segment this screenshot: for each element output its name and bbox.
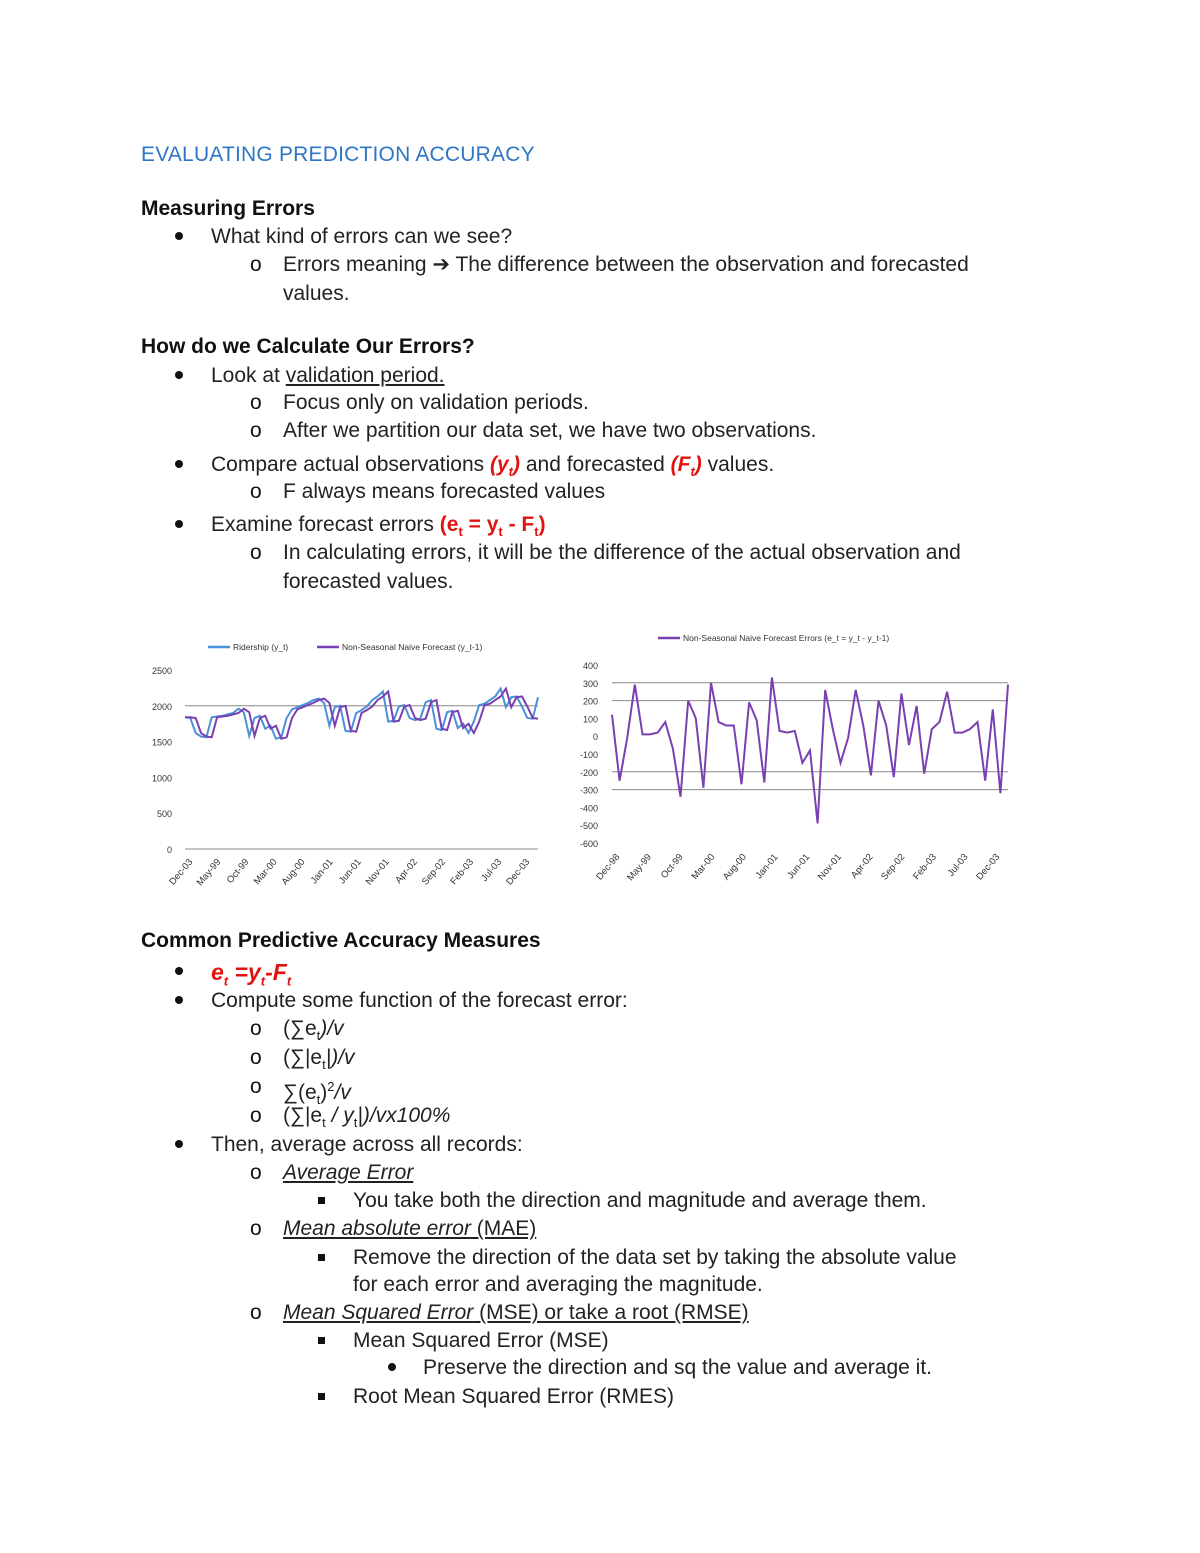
x-tick-label: Oct-99 <box>224 856 252 886</box>
list-item-text: Look at <box>211 364 286 387</box>
x-tick-label: Jul-03 <box>479 856 505 884</box>
list-item-text: values. <box>701 453 775 476</box>
sub-bullet-marker: o <box>250 1161 262 1184</box>
x-tick-label: Dec-03 <box>167 856 196 888</box>
x-tick-label: Dec-03 <box>974 851 1003 883</box>
sub-bullet-marker: o <box>250 1217 262 1240</box>
square-bullet-marker <box>318 1244 325 1272</box>
error-definition: $e_t =y_t-F_t$ <box>211 959 292 989</box>
list-item: Remove the direction of the data set by taking the absolute value <box>353 1246 957 1269</box>
list-item: Root Mean Squared Error (RMES) <box>353 1385 674 1408</box>
x-tick-label: Sep-02 <box>879 851 908 883</box>
list-item: In calculating errors, it will be the difference of the actual observation and <box>283 541 961 564</box>
square-bullet-marker <box>318 1327 325 1355</box>
legend-label: Non-Seasonal Naive Forecast Errors (e_t = y_t - y_t-1) <box>683 633 890 643</box>
y-tick-label: 300 <box>582 678 598 689</box>
y-tick-label: -200 <box>579 767 598 778</box>
list-item: After we partition our data set, we have two observations. <box>283 419 817 442</box>
average-error-term: Average Error <box>283 1161 414 1184</box>
list-item-text: Examine forecast errors <box>211 513 440 536</box>
x-tick-label: Jan-01 <box>308 856 336 887</box>
x-tick-label: Apr-02 <box>393 856 420 886</box>
y-tick-label: -500 <box>579 821 598 832</box>
list-item: Compute some function of the forecast error: <box>211 989 628 1012</box>
sub-bullet-marker: o <box>250 541 262 564</box>
sub-bullet-marker: o <box>250 1017 262 1040</box>
bullet-marker <box>175 958 183 986</box>
x-tick-label: Nov-01 <box>815 851 844 883</box>
validation-period-link: validation period. <box>285 364 445 387</box>
x-tick-label: Aug-00 <box>279 856 308 888</box>
x-tick-label: Mar-00 <box>251 856 280 887</box>
bullet-marker <box>175 451 183 479</box>
list-item: F always means forecasted values <box>283 480 606 503</box>
x-tick-label: Apr-02 <box>848 851 876 881</box>
yt-symbol: $(y_t)$ <box>489 453 521 480</box>
list-item <box>211 362 445 390</box>
y-tick-label: 100 <box>582 714 598 725</box>
x-tick-label: Jun-01 <box>785 851 813 882</box>
list-item: What kind of errors can we see? <box>211 225 513 248</box>
x-tick-label: Aug-00 <box>720 851 749 883</box>
x-tick-label: Feb-03 <box>448 856 477 887</box>
page-title: EVALUATING PREDICTION ACCURACY <box>141 143 535 166</box>
list-item: You take both the direction and magnitude and average them. <box>353 1189 927 1212</box>
mae-term: Mean absolute error (MAE) <box>283 1217 537 1240</box>
bullet-marker <box>175 511 183 539</box>
x-tick-label: Jul-03 <box>945 851 971 879</box>
y-tick-label: 0 <box>166 845 172 855</box>
sub-bullet-marker: o <box>250 419 262 442</box>
bullet-marker <box>175 987 183 1015</box>
x-tick-label: Dec-98 <box>594 851 623 883</box>
x-tick-label: Mar-00 <box>689 851 718 882</box>
square-bullet-marker <box>318 1187 325 1215</box>
heading-accuracy-measures: Common Predictive Accuracy Measures <box>141 929 541 952</box>
heading-measuring-errors: Measuring Errors <box>141 197 315 220</box>
arrow-icon: ➔ <box>432 253 451 276</box>
y-tick-label: -400 <box>579 803 598 814</box>
bullet-marker <box>388 1354 396 1382</box>
y-tick-label: 200 <box>582 696 598 707</box>
y-tick-label: 0 <box>592 732 598 743</box>
list-item-text: Errors meaning <box>283 253 427 276</box>
x-tick-label: Oct-99 <box>658 851 686 881</box>
list-item-text: The difference between the observation and forecasted <box>450 253 969 276</box>
y-tick-label: 500 <box>156 809 172 820</box>
y-tick-label: 1500 <box>151 737 172 748</box>
y-tick-label: -600 <box>579 839 598 849</box>
formula-item: $(\sum e_t)/v$ <box>283 1017 344 1044</box>
x-tick-label: Jan-01 <box>753 851 781 882</box>
x-tick-label: May-99 <box>625 851 654 884</box>
error-formula: $(e_t = y_t - F_t)$ <box>439 513 546 540</box>
y-tick-label: 2000 <box>151 701 172 712</box>
list-item-continuation: values. <box>283 282 350 305</box>
list-item: Preserve the direction and sq the value and average it. <box>423 1356 932 1379</box>
legend-label: Ridership (y_t) <box>233 642 289 652</box>
bullet-marker <box>175 1131 183 1159</box>
list-item: Mean Squared Error (MSE) <box>353 1329 609 1352</box>
forecast-errors-chart <box>560 625 1020 900</box>
mse-term: Mean Squared Error (MSE) or take a root (RMSE) <box>283 1301 749 1324</box>
ridership-forecast-chart <box>130 630 550 900</box>
x-tick-label: Sep-02 <box>419 856 449 888</box>
bullet-marker <box>175 223 183 251</box>
formula-item: $(\sum|e_t|)/v$ <box>283 1046 355 1073</box>
bullet-marker <box>175 362 183 390</box>
legend-label: Non-Seasonal Naive Forecast (y_t-1) <box>342 642 483 652</box>
list-item-text: and forecasted <box>520 453 671 476</box>
sub-bullet-marker: o <box>250 1046 262 1069</box>
y-tick-label: 1000 <box>151 773 172 784</box>
list-item <box>283 251 969 279</box>
formula-item: $\sum(e_t)^2/v$ <box>283 1079 351 1108</box>
list-item: Focus only on validation periods. <box>283 391 589 414</box>
x-tick-label: Nov-01 <box>363 856 392 888</box>
sub-bullet-marker: o <box>250 391 262 414</box>
sub-bullet-marker: o <box>250 1104 262 1127</box>
list-item-continuation: for each error and averaging the magnitude. <box>353 1273 763 1296</box>
sub-bullet-marker: o <box>250 480 262 503</box>
ft-symbol: $(F_t)$ <box>670 453 702 480</box>
x-tick-label: Feb-03 <box>911 851 939 882</box>
x-tick-label: Jun-01 <box>336 856 364 887</box>
heading-calculate-errors: How do we Calculate Our Errors? <box>141 335 475 358</box>
y-tick-label: 400 <box>582 661 598 671</box>
sub-bullet-marker: o <box>250 253 262 276</box>
series-line <box>185 689 538 739</box>
y-tick-label: -300 <box>579 785 598 796</box>
y-tick-label: -100 <box>579 750 598 760</box>
sub-bullet-marker: o <box>250 1075 262 1098</box>
list-item-text: Compare actual observations <box>211 453 490 476</box>
x-tick-label: Dec-03 <box>504 856 533 888</box>
sub-bullet-marker: o <box>250 1301 262 1324</box>
formula-item: $(\sum|e_t / y_t|)/vx100\%$ <box>283 1104 451 1131</box>
y-tick-label: 2500 <box>151 666 172 676</box>
series-line <box>612 678 1008 824</box>
list-item-continuation: forecasted values. <box>283 570 454 593</box>
x-tick-label: May-99 <box>194 856 224 889</box>
list-item: Then, average across all records: <box>211 1133 523 1156</box>
square-bullet-marker <box>318 1383 325 1411</box>
